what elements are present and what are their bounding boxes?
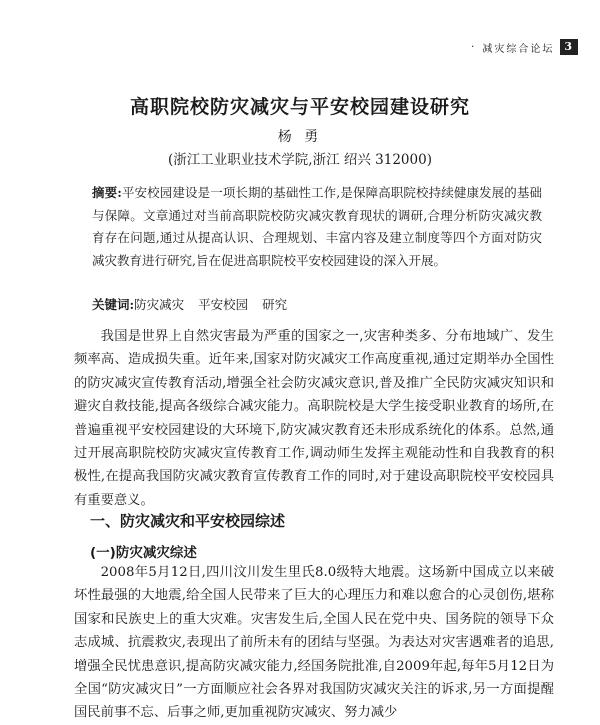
section-heading: 一、防灾减灾和平安校园综述 — [90, 512, 286, 530]
keyword: 平安校园 — [198, 297, 249, 312]
page-number-badge: 3 — [560, 39, 578, 55]
journal-name: 减灾综合论坛 — [482, 43, 555, 55]
subsection-heading: (一)防灾减灾综述 — [90, 545, 197, 561]
keyword: 防灾减灾 — [134, 297, 185, 312]
author-name: 杨 勇 — [277, 129, 323, 145]
running-header — [471, 38, 578, 56]
header-dot: · — [471, 41, 477, 53]
keyword: 研究 — [262, 297, 288, 312]
intro-paragraph: 我国是世界上自然灾害最为严重的国家之一,灾害种类多、分布地域广、发生频率高、造成损失重。近年来,国家对防灾减灾工作高度重视,通过定期举办全国性的防灾减灾宣传教育活动,增强全社会防灾减灾意识,普及推广全民防灾减灾知识和避灾自救技能,提高各级综合减灾能力。高职院校是大学生接受职业教育的场所,在普遍重视平安校园建设的大环境下,防灾减灾教育还未形成系统化的体系。总然,通过开展高职院校防灾减灾宣传教育工作,调动师生发挥主观能动性和自我教育的积极性,在提高我国防灾减灾教育宣传教育工作的同时,对于建设高职院校平安校园具有重要意义。 — [74, 329, 554, 508]
author-affiliation: (浙江工业职业技术学院,浙江 绍兴 312000) — [168, 152, 432, 168]
keywords-label: 关键词: — [92, 297, 135, 312]
keywords — [92, 295, 542, 313]
abstract — [92, 182, 542, 272]
abstract-label: 摘要: — [92, 185, 122, 200]
abstract-text: 平安校园建设是一项长期的基础性工作,是保障高职院校持续健康发展的基础与保障。文章通过对当前高职院校防灾减灾教育现状的调研,合理分析防灾减灾教育存在问题,通过从提高认识、合理规划、丰富内容及建立制度等四个方面对防灾减灾教育进行研究,旨在促进高职院校平安校园建设的深入开展。 — [92, 185, 542, 268]
article-title: 高职院校防灾减灾与平安校园建设研究 — [129, 96, 470, 118]
section-paragraph: 2008年5月12日,四川汶川发生里氏8.0级特大地震。这场新中国成立以来破坏性最强的大地震,给全国人民带来了巨大的心理压力和难以愈合的心灵创伤,堪称国家和民族史上的重大灾难。灾害发生后,全国人民在党中央、国务院的领导下众志成城、抗震救灾,表现出了前所未有的团结与坚强。为表达对灾害遇难者的追思,增强全民忧患意识,提高防灾减灾能力,经国务院批准,自2009年起,每年5月12日为全国“防灾减灾日”一方面顺应社会各界对我国防灾减灾关注的诉求,另一方面提醒国民前事不忘、后事之师,更加重视防灾减灾、努力减少 — [74, 565, 554, 721]
